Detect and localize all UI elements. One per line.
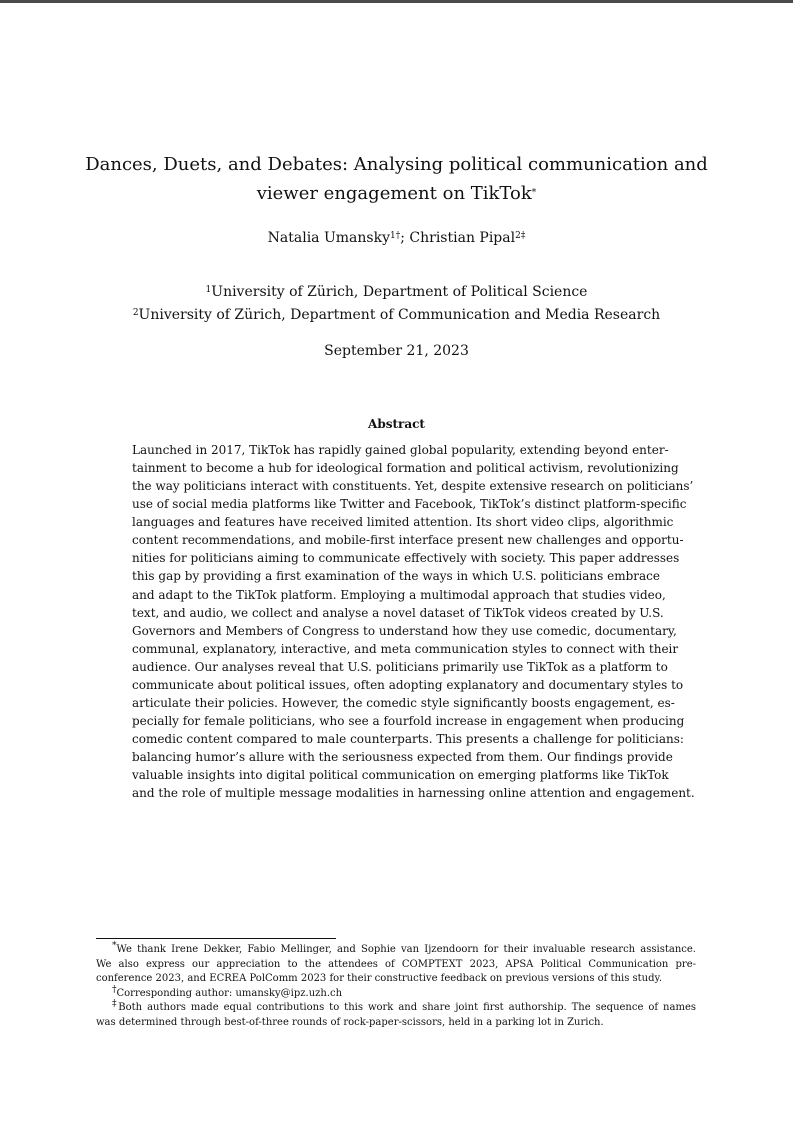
affiliation-marker: 1 [205,284,212,295]
author-separator: ; [400,230,405,246]
author-marks: 1† [390,230,401,241]
footnote-line: We also express our appreciation to the attendees of COMPTEXT 2023, APSA Political Communication pre- [96,958,696,970]
abstract-line: content recommendations, and mobile-first interface present new challenges and opportu- [132,533,684,548]
publication-date: September 21, 2023 [324,343,469,359]
affiliation-1 [0,281,793,303]
footnote-marker: † [112,984,117,995]
title-line-2: viewer engagement on TikTok* [256,183,537,204]
abstract-line: and adapt to the TikTok platform. Employing a multimodal approach that studies video, [132,587,666,602]
abstract-line: comedic content compared to male counterparts. This presents a challenge for politicians: [132,732,684,746]
footnote-rule [96,938,336,939]
abstract-line: communal, explanatory, interactive, and meta communication styles to connect with their [132,641,679,656]
footnote-line: conference 2023, and ECREA PolComm 2023 for their constructive feedback on previous versions of this study. [96,973,662,985]
abstract-line: audience. Our analyses reveal that U.S. politicians primarily use TikTok as a platform to [132,659,668,674]
affiliation-text: University of Zürich, Department of Communication and Media Research [138,307,661,323]
abstract-line: Launched in 2017, TikTok has rapidly gained global popularity, extending beyond enter- [132,443,669,457]
author-marks: 2‡ [515,230,526,241]
abstract-line: this gap by providing a first examination of the ways in which U.S. politicians embrace [132,569,660,584]
title-line-1: Dances, Duets, and Debates: Analysing political communication and [85,154,708,175]
author-list [0,228,793,248]
top-border [0,0,793,3]
abstract-body [132,441,695,802]
abstract-line: text, and audio, we collect and analyse a novel dataset of TikTok videos created by U.S. [132,605,664,620]
author-name: Natalia Umansky [267,230,390,246]
abstract-line: Governors and Members of Congress to understand how they use comedic, documentary, [132,623,677,638]
footnote-marker: ‡ [112,999,119,1010]
footnote-line: †Corresponding author: umansky@ipz.uzh.ch [112,984,343,999]
title-footnote-mark: * [531,187,537,198]
affiliation-2 [0,304,793,326]
footnotes [96,940,696,1031]
author-name: Christian Pipal [409,230,516,246]
abstract-line: tainment to become a hub for ideological formation and political activism, revolutionizing [132,461,679,476]
footnote-line: ‡Both authors made equal contributions to this work and share joint first authorship. The sequence of names [112,999,696,1014]
abstract-line: the way politicians interact with constituents. Yet, despite extensive research on politicians’ [132,479,694,494]
abstract-line: articulate their policies. However, the comedic style significantly boosts engagement, es- [132,695,675,710]
abstract-line: valuable insights into digital political communication on emerging platforms like TikTok [132,768,669,783]
abstract-line: languages and features have received limited attention. Its short video clips, algorithmic [132,515,674,530]
footnote-line: was determined through best-of-three rounds of rock-paper-scissors, held in a parking lot in Zurich. [96,1016,604,1028]
abstract-line: balancing humor’s allure with the seriousness expected from them. Our findings provide [132,750,673,765]
abstract-heading: Abstract [368,417,425,431]
affiliation-text: University of Zürich, Department of Political Science [211,284,588,300]
abstract-line: and the role of multiple message modalities in harnessing online attention and engagement. [132,786,695,801]
footnote-line: *We thank Irene Dekker, Fabio Mellinger, and Sophie van Ijzendoorn for their invaluable research assistance. [112,940,696,955]
paper-title [0,150,793,208]
abstract-line: pecially for female politicians, who see a fourfold increase in engagement when producing [132,713,685,728]
abstract-line: use of social media platforms like Twitter and Facebook, TikTok’s distinct platform-specific [132,497,687,512]
abstract-line: nities for politicians aiming to communicate effectively with society. This paper addresses [132,551,680,566]
footnote-marker: * [112,940,117,951]
abstract-line: communicate about political issues, often adopting explanatory and documentary styles to [132,677,684,692]
affiliation-marker: 2 [132,307,139,318]
